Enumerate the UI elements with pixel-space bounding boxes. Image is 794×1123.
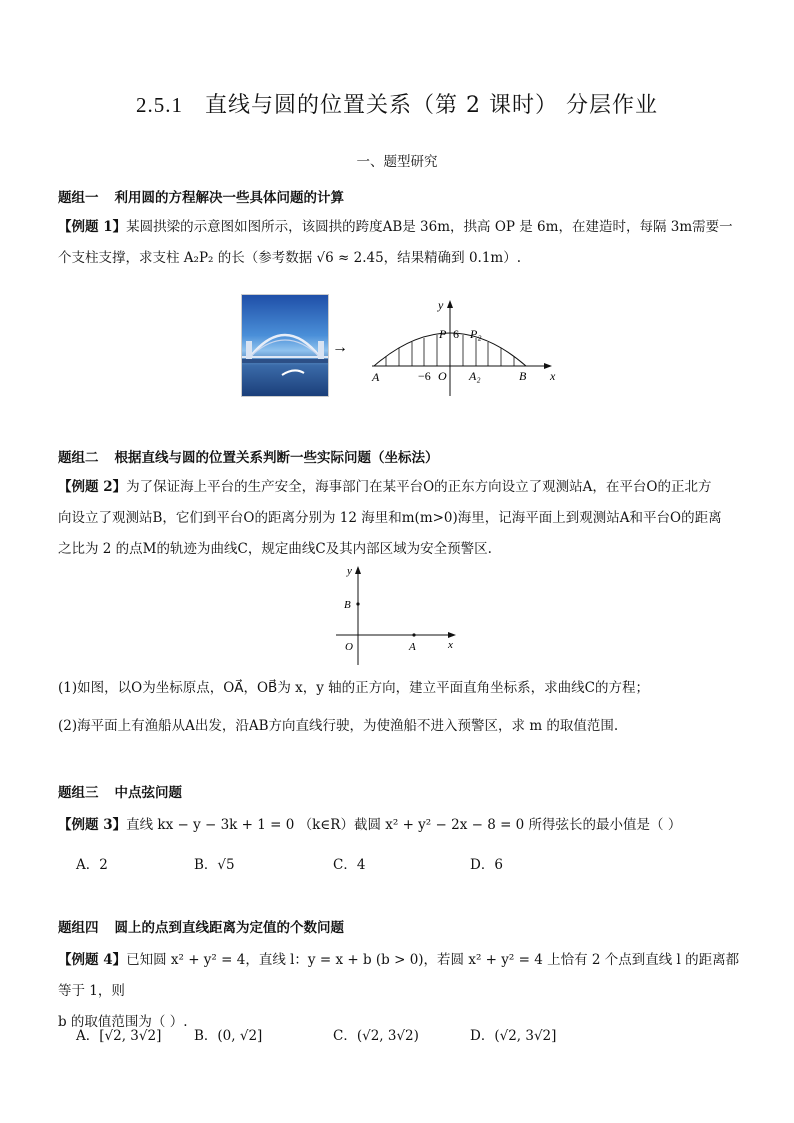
y-axis-arrow [447,300,453,308]
group-name: 中点弦问题 [114,785,182,801]
label-A: A [409,641,416,653]
x-axis-arrow [448,632,456,638]
group-label: 题组三 [58,785,99,801]
example-text: 已知圆 x² + y² = 4，直线 l：y = x + b (b > 0)，若圆 x² + y² = 4 上恰有 2 个点到直线 l 的距离都等于 1，则 [58,952,740,999]
example-2 [58,472,742,565]
example-tag: 【例题 2】 [58,479,127,495]
example-text: 直线 kx − y − 3k + 1 = 0 （k∈R）截圆 x² + y² − 2x − 8 = 0 所得弦长的最小值是（ ） [126,817,682,833]
bridge-illustration [242,295,328,396]
label-y: y [438,298,444,312]
option-b: B．√5 [194,857,235,873]
option-d: D．(√2, 3√2] [470,1028,557,1044]
point-A [412,633,415,636]
label-O: O [438,369,447,383]
example-tag: 【例题 4】 [58,952,127,968]
label-y: y [347,565,352,577]
option-a: A．[√2, 3√2] [76,1028,162,1044]
point-B [356,602,359,605]
group-heading-4 [58,916,344,936]
coordinate-diagram [336,561,462,669]
label-B: B [519,369,527,383]
example-3 [58,810,742,841]
group-label: 题组四 [58,920,99,936]
example-text: b 的取值范围为（ ）. [58,1014,188,1030]
label-x: x [448,639,453,651]
label-x: x [550,369,556,383]
option-b: B．(0, √2] [194,1028,263,1044]
example-text: 个支柱支撑，求支柱 A₂P₂ 的长（参考数据 √6 ≈ 2.45，结果精确到 0.1m）. [58,250,522,266]
group-heading-2 [58,446,439,466]
group-label: 题组二 [58,450,99,466]
group-name: 根据直线与圆的位置关系判断一些实际问题（坐标法） [114,450,439,466]
example-text: 某圆拱梁的示意图如图所示，该圆拱的跨度AB是 36m，拱高 OP 是 6m，在建造时，每隔 3m需要一 [126,219,733,235]
example-text: 之比为 2 的点M的轨迹为曲线C，规定曲线C及其内部区域为安全预警区. [58,541,492,557]
bridge-photo [241,294,329,397]
option-c: C．4 [333,857,366,873]
example-2-question-1: (1)如图，以O为坐标原点，OA⃗，OB⃗为 x，y 轴的正方向，建立平面直角坐标系，求曲线C的方程； [58,680,649,696]
label-B: B [344,599,351,611]
label-O: O [345,641,353,653]
label-A: A [372,370,380,384]
example-2-question-2: (2)海平面上有渔船从A出发，沿AB方向直线行驶，为使渔船不进入预警区，求 m 的取值范围. [58,718,619,734]
section-heading: 一、题型研究 [356,154,438,170]
example-tag: 【例题 1】 [58,219,127,235]
y-axis-arrow [355,566,361,574]
option-a: A．2 [76,857,108,873]
example-text: 向设立了观测站B，它们到平台O的距离分别为 12 海里和m(m>0)海里，记海平面上到观测站A和平台O的距离 [58,510,722,526]
label-six: 6 [453,327,459,341]
option-c: C．(√2, 3√2) [333,1028,419,1044]
title-text: 直线与圆的位置关系（第 2 课时） 分层作业 [205,93,658,118]
group-name: 利用圆的方程解决一些具体问题的计算 [114,190,344,206]
group-heading-3 [58,781,182,801]
label-neg6: −6 [418,369,431,383]
title-number: 2.5.1 [136,93,183,117]
label-P2: P₂ [470,327,482,341]
example-tag: 【例题 3】 [58,817,127,833]
group-heading-1 [58,186,344,206]
example-1 [58,212,742,274]
arch-diagram [328,296,560,398]
group-name: 圆上的点到直线距离为定值的个数问题 [114,920,344,936]
example-text: 为了保证海上平台的生产安全，海事部门在某平台O的正东方向设立了观测站A，在平台O的正北方 [126,479,712,495]
option-d: D．6 [470,857,503,873]
label-P: P [439,327,447,341]
group-label: 题组一 [58,190,99,206]
page-title [0,88,794,119]
label-A2: A₂ [469,369,481,383]
arrow-symbol: → [332,339,348,356]
